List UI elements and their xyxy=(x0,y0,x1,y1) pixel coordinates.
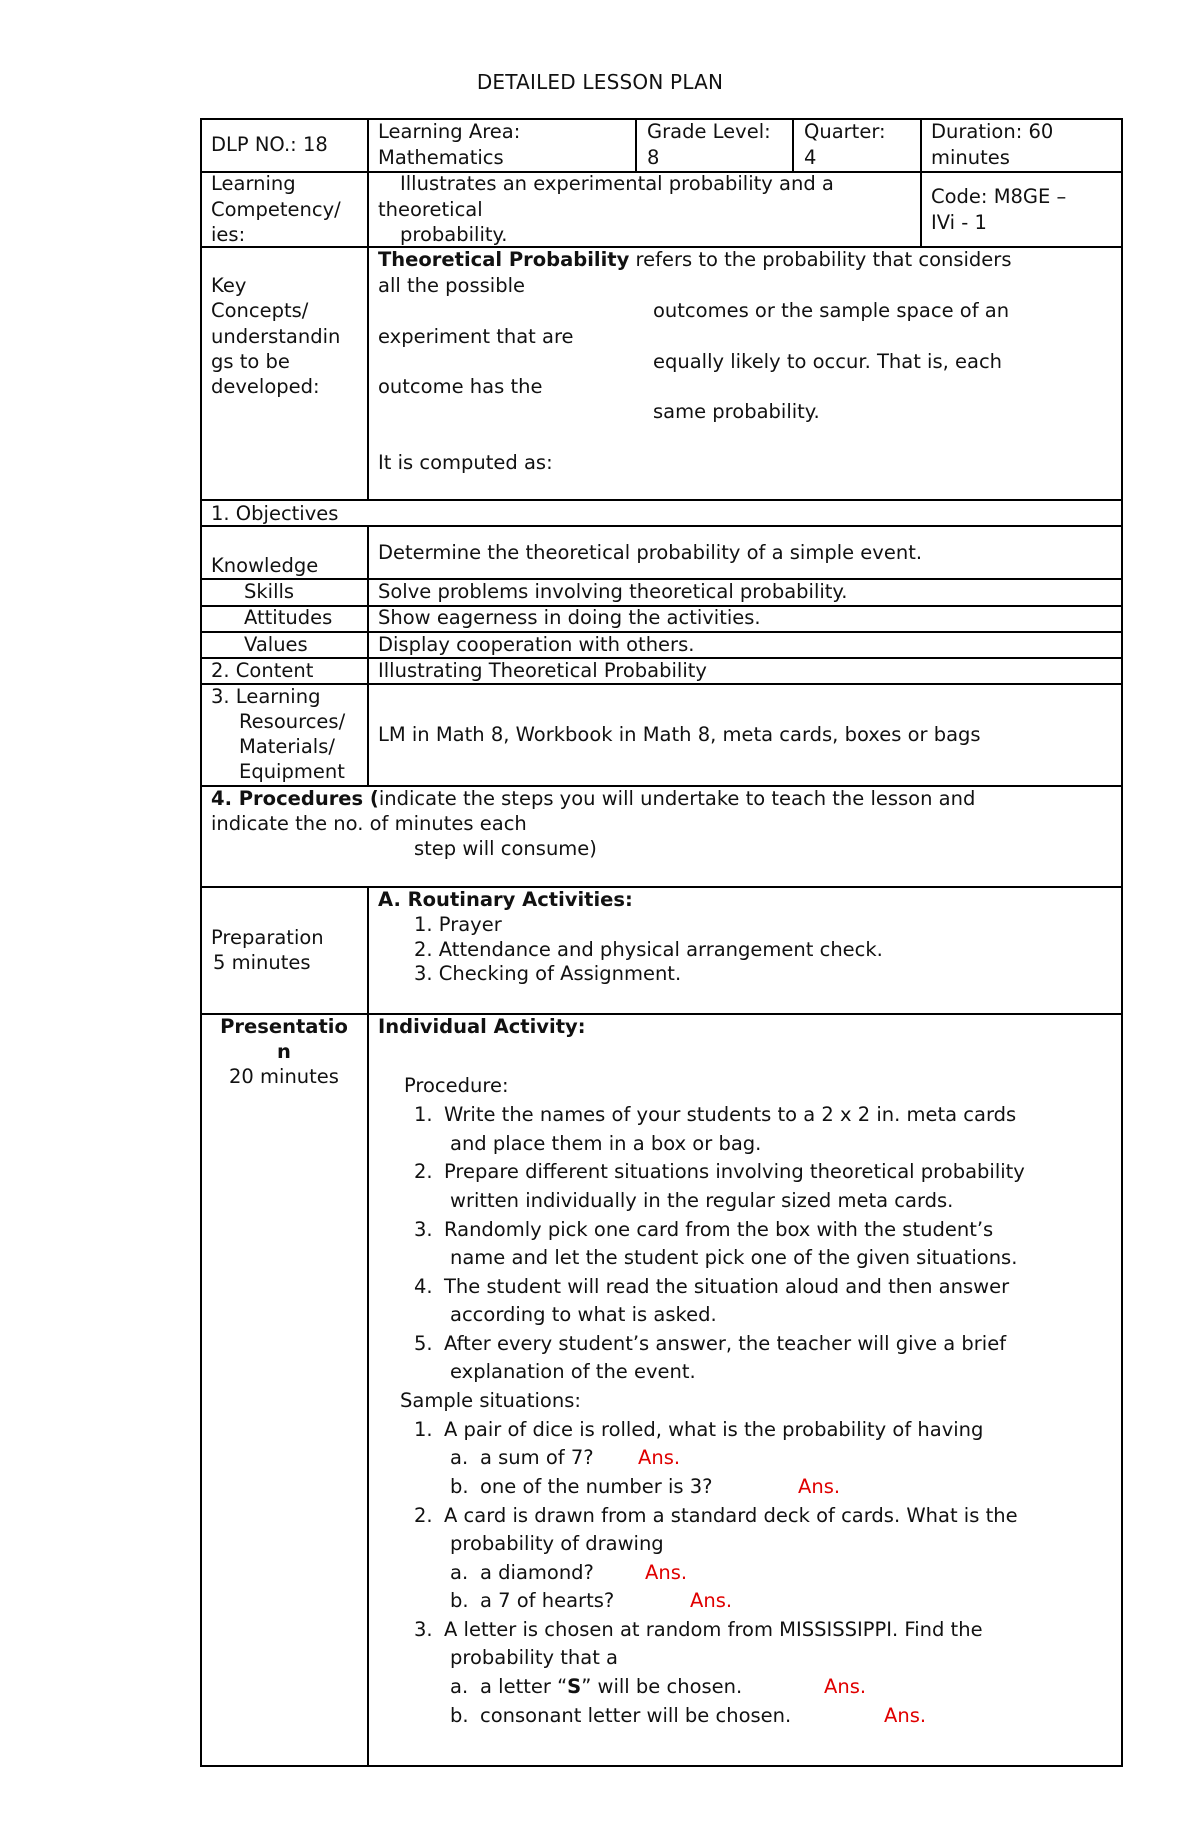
content-text: Illustrating Theoretical Probability xyxy=(378,659,707,682)
quarter-label: Quarter: xyxy=(804,120,886,143)
sample-1a: a. a sum of 7? xyxy=(450,1446,594,1469)
key-concept-line-6: outcome has the xyxy=(378,375,543,398)
grade-level-value: 8 xyxy=(647,146,660,169)
knowledge-label: Knowledge xyxy=(211,554,319,577)
procedure-step-5: 5. After every student’s answer, the teacher will give a brief xyxy=(414,1332,1007,1355)
preparation-duration: 5 minutes xyxy=(213,951,311,974)
key-concept-line-4: experiment that are xyxy=(378,325,574,348)
duration-value: minutes xyxy=(931,146,1010,169)
procedure-step-4-cont: according to what is asked. xyxy=(450,1303,717,1326)
key-concept-line-2: all the possible xyxy=(378,274,526,297)
competency-text-1: Illustrates an experimental probability and a xyxy=(400,172,834,195)
learning-area-value: Mathematics xyxy=(378,146,504,169)
sample-3b: b. consonant letter will be chosen. xyxy=(450,1704,792,1727)
procedure-step-4: 4. The student will read the situation aloud and then answer xyxy=(414,1275,1010,1298)
key-concept-line-3: outcomes or the sample space of an xyxy=(653,299,1010,322)
duration-label: Duration: 60 xyxy=(931,120,1054,143)
values-text: Display cooperation with others. xyxy=(378,633,695,656)
resources-label-3: Materials/ xyxy=(239,735,335,758)
learning-area-label: Learning Area: xyxy=(378,120,521,143)
procedure-step-3: 3. Randomly pick one card from the box with the student’s xyxy=(414,1218,994,1241)
procedure-step-3-cont: name and let the student pick one of the given situations. xyxy=(450,1246,1018,1269)
code-value: IVi - 1 xyxy=(931,211,987,234)
procedure-step-1: 1. Write the names of your students to a 2 x 2 in. meta cards xyxy=(414,1103,1017,1126)
sample-1b: b. one of the number is 3? xyxy=(450,1475,713,1498)
grade-level-label: Grade Level: xyxy=(647,120,771,143)
page-title: DETAILED LESSON PLAN xyxy=(476,70,724,94)
sample-situation-1: 1. A pair of dice is rolled, what is the probability of having xyxy=(414,1418,984,1441)
key-concept-line-1: Theoretical Probability refers to the probability that considers xyxy=(378,248,1012,271)
answer-3a: Ans. xyxy=(824,1675,867,1698)
competency-text-2: theoretical xyxy=(378,198,483,221)
procedures-line-3: step will consume) xyxy=(414,837,597,860)
knowledge-text: Determine the theoretical probability of a simple event. xyxy=(378,541,923,564)
quarter-value: 4 xyxy=(804,146,817,169)
procedure-label: Procedure: xyxy=(404,1074,509,1097)
theoretical-probability-term: Theoretical Probability xyxy=(378,248,630,271)
competency-label-3: ies: xyxy=(211,223,246,246)
resources-label-4: Equipment xyxy=(239,760,345,783)
presentation-label-1: Presentatio xyxy=(220,1015,348,1038)
competency-label-1: Learning xyxy=(211,172,296,195)
sample-3a: a. a letter “S” will be chosen. xyxy=(450,1675,743,1698)
preparation-label: Preparation xyxy=(211,926,324,949)
procedure-step-2-cont: written individually in the regular sized meta cards. xyxy=(450,1189,954,1212)
routinary-item-1: 1. Prayer xyxy=(414,913,502,936)
key-concept-line-5: equally likely to occur. That is, each xyxy=(653,350,1003,373)
answer-3b: Ans. xyxy=(884,1704,927,1727)
resources-text: LM in Math 8, Workbook in Math 8, meta cards, boxes or bags xyxy=(378,723,981,746)
procedures-line-2: indicate the no. of minutes each xyxy=(211,812,527,835)
procedures-line-1: 4. Procedures (indicate the steps you will undertake to teach the lesson and xyxy=(211,787,976,810)
sample-2a: a. a diamond? xyxy=(450,1561,594,1584)
values-label: Values xyxy=(244,633,308,656)
content-label: 2. Content xyxy=(211,659,314,682)
presentation-duration: 20 minutes xyxy=(229,1065,339,1088)
key-concepts-label-5: developed: xyxy=(211,375,320,398)
sample-2b: b. a 7 of hearts? xyxy=(450,1589,615,1612)
presentation-label-2: n xyxy=(277,1040,291,1063)
key-concepts-label-3: understandin xyxy=(211,325,341,348)
key-concept-line-8: It is computed as: xyxy=(378,451,553,474)
resources-label-2: Resources/ xyxy=(239,710,346,733)
procedure-step-2: 2. Prepare different situations involving theoretical probability xyxy=(414,1160,1025,1183)
answer-1a: Ans. xyxy=(638,1446,681,1469)
dlp-number: DLP NO.: 18 xyxy=(211,133,328,156)
answer-1b: Ans. xyxy=(798,1475,841,1498)
procedure-step-5-cont: explanation of the event. xyxy=(450,1360,696,1383)
sample-situations-label: Sample situations: xyxy=(400,1389,581,1412)
procedure-step-1-cont: and place them in a box or bag. xyxy=(450,1132,762,1155)
key-concepts-label-4: gs to be xyxy=(211,350,290,373)
answer-2a: Ans. xyxy=(645,1561,688,1584)
key-concepts-label-2: Concepts/ xyxy=(211,299,309,322)
individual-activity-heading: Individual Activity: xyxy=(378,1015,586,1038)
routinary-heading: A. Routinary Activities: xyxy=(378,888,633,911)
resources-label-1: 3. Learning xyxy=(211,685,321,708)
sample-situation-3: 3. A letter is chosen at random from MISSISSIPPI. Find the xyxy=(414,1618,983,1641)
attitudes-label: Attitudes xyxy=(244,606,333,629)
key-concepts-label-1: Key xyxy=(211,274,247,297)
skills-label: Skills xyxy=(244,580,295,603)
skills-text: Solve problems involving theoretical probability. xyxy=(378,580,848,603)
key-concept-line-7: same probability. xyxy=(653,400,820,423)
sample-situation-2-cont: probability of drawing xyxy=(450,1532,664,1555)
code-label: Code: M8GE – xyxy=(931,185,1067,208)
objectives-heading: 1. Objectives xyxy=(211,502,339,525)
competency-text-3: probability. xyxy=(400,223,508,246)
competency-label-2: Competency/ xyxy=(211,198,341,221)
sample-situation-3-cont: probability that a xyxy=(450,1646,618,1669)
routinary-item-3: 3. Checking of Assignment. xyxy=(414,962,682,985)
attitudes-text: Show eagerness in doing the activities. xyxy=(378,606,761,629)
sample-situation-2: 2. A card is drawn from a standard deck of cards. What is the xyxy=(414,1504,1018,1527)
answer-2b: Ans. xyxy=(690,1589,733,1612)
routinary-item-2: 2. Attendance and physical arrangement check. xyxy=(414,938,883,961)
